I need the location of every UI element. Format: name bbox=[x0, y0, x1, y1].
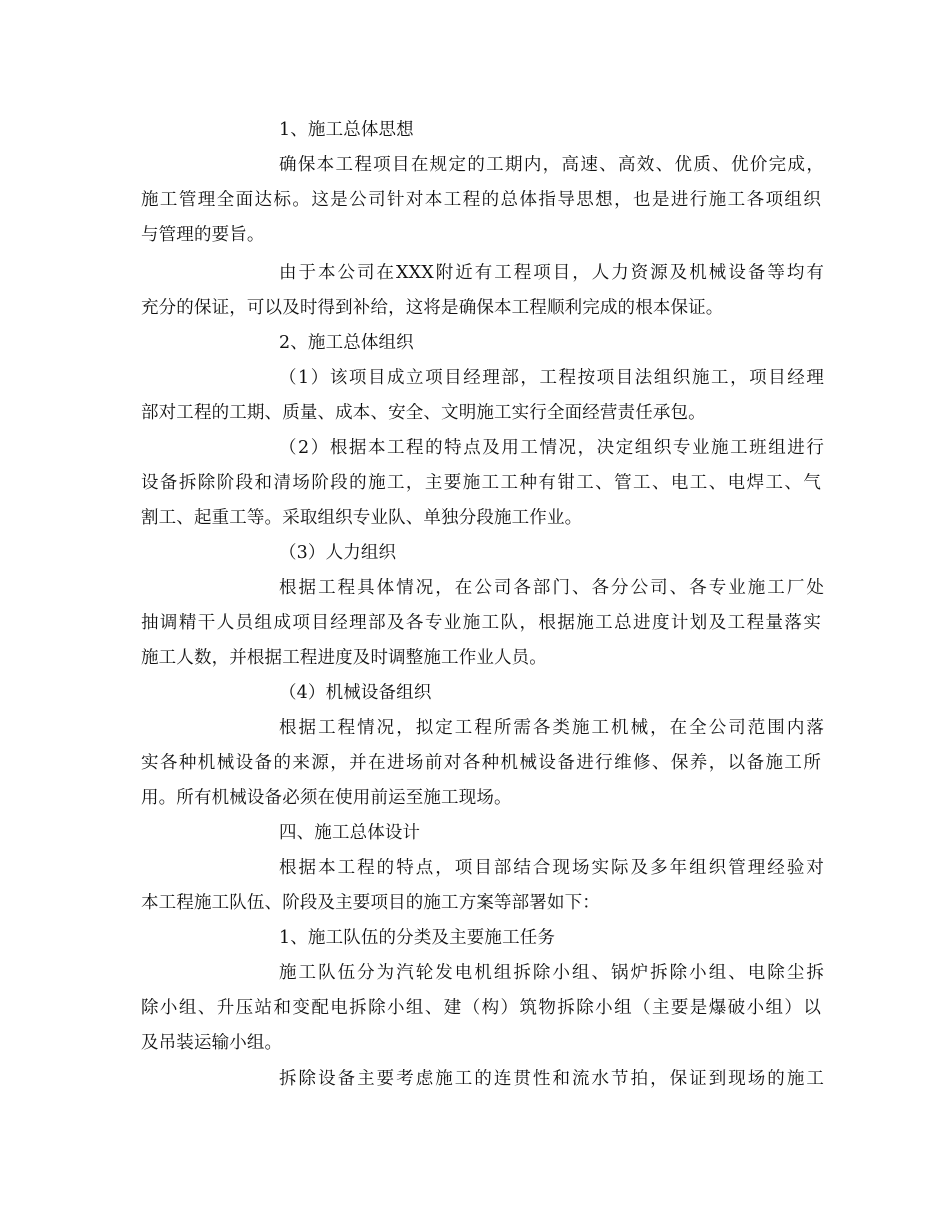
section-heading-overall-organization: 2、施工总体组织 bbox=[279, 333, 414, 353]
paragraph-line: 根据工程情况，拟定工程所需各类施工机械，在全公司范围内落 bbox=[279, 718, 824, 738]
paragraph-line: 施工管理全面达标。这是公司针对本工程的总体指导思想，也是进行施工各项组织 bbox=[141, 190, 821, 210]
paragraph-line: 确保本工程项目在规定的工期内，高速、高效、优质、优价完成， bbox=[279, 155, 824, 175]
paragraph-line: （2）根据本工程的特点及用工情况，决定组织专业施工班组进行 bbox=[279, 438, 824, 458]
paragraph-line: 除小组、升压站和变配电拆除小组、建（构）筑物拆除小组（主要是爆破小组）以 bbox=[141, 998, 821, 1018]
paragraph-line: 拆除设备主要考虑施工的连贯性和流水节拍，保证到现场的施工 bbox=[279, 1069, 824, 1089]
section-heading-team-classification: 1、施工队伍的分类及主要施工任务 bbox=[279, 928, 556, 948]
subheading-manpower: （3）人力组织 bbox=[279, 543, 397, 563]
section-heading-overall-idea: 1、施工总体思想 bbox=[279, 120, 414, 140]
subheading-machinery: （4）机械设备组织 bbox=[279, 683, 432, 703]
paragraph-line: （1）该项目成立项目经理部，工程按项目法组织施工，项目经理 bbox=[279, 368, 824, 388]
paragraph-line: 充分的保证，可以及时得到补给，这将是确保本工程顺利完成的根本保证。 bbox=[141, 298, 724, 318]
paragraph-line: 部对工程的工期、质量、成本、安全、文明施工实行全面经营责任承包。 bbox=[141, 403, 706, 423]
paragraph-line: 施工队伍分为汽轮发电机组拆除小组、锅炉拆除小组、电除尘拆 bbox=[279, 963, 824, 983]
paragraph-line: 割工、起重工等。采取组织专业队、单独分段施工作业。 bbox=[141, 508, 583, 528]
paragraph-line: 抽调精干人员组成项目经理部及各专业施工队，根据施工总进度计划及工程量落实 bbox=[141, 613, 821, 633]
paragraph-line: 由于本公司在XXX附近有工程项目，人力资源及机械设备等均有 bbox=[279, 263, 824, 283]
paragraph-line: 施工人数，并根据工程进度及时调整施工作业人员。 bbox=[141, 648, 547, 668]
paragraph-line: 根据工程具体情况，在公司各部门、各分公司、各专业施工厂处 bbox=[279, 578, 824, 598]
paragraph-line: 及吊装运输小组。 bbox=[141, 1033, 283, 1053]
paragraph-line: 本工程施工队伍、阶段及主要项目的施工方案等部署如下： bbox=[141, 893, 600, 913]
section-heading-overall-design: 四、施工总体设计 bbox=[279, 823, 421, 843]
paragraph-line: 设备拆除阶段和清场阶段的施工，主要施工工种有钳工、管工、电工、电焊工、气 bbox=[141, 473, 821, 493]
paragraph-line: 用。所有机械设备必须在使用前运至施工现场。 bbox=[141, 788, 512, 808]
paragraph-line: 实各种机械设备的来源，并在进场前对各种机械设备进行维修、保养，以备施工所 bbox=[141, 753, 821, 773]
paragraph-line: 与管理的要旨。 bbox=[141, 225, 265, 245]
paragraph-line: 根据本工程的特点，项目部结合现场实际及多年组织管理经验对 bbox=[279, 858, 824, 878]
